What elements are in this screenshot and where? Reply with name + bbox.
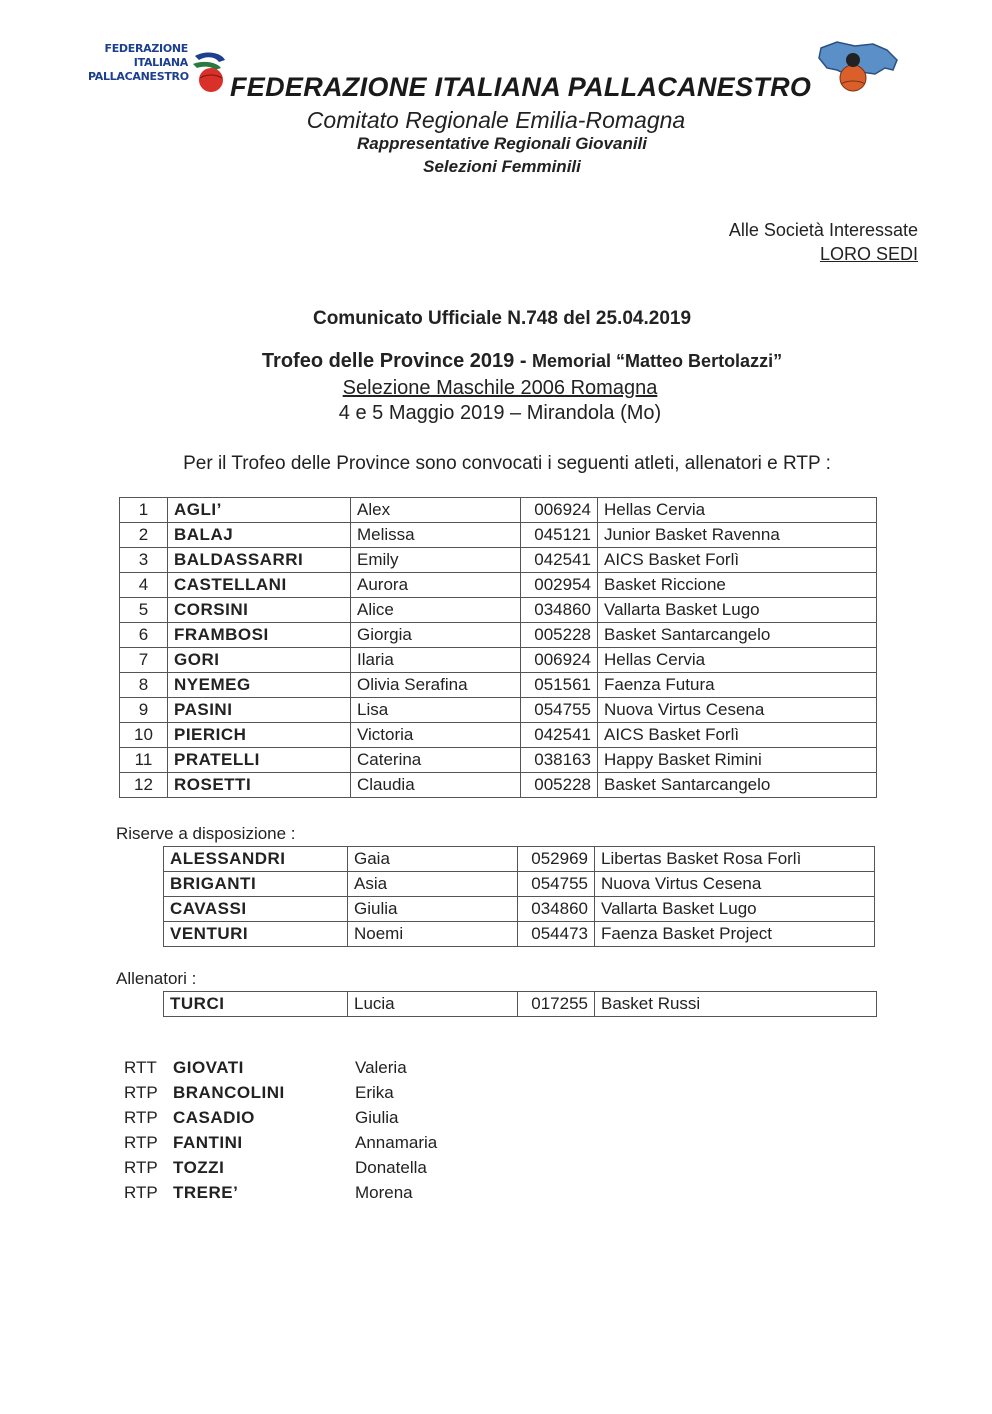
surname-cell: ROSETTI (168, 773, 351, 798)
staff-first-name: Annamaria (355, 1133, 438, 1152)
table-row (164, 847, 875, 872)
member-code-cell: 002954 (521, 573, 598, 598)
club-cell: Faenza Basket Project (595, 922, 875, 947)
first-name-cell: Aurora (351, 573, 521, 598)
intro-text: Per il Trofeo delle Province sono convocati i seguenti atleti, allenatori e RTP : (183, 453, 831, 474)
header-line-representative: Rappresentative Regionali Giovanili (356, 134, 648, 153)
member-code-cell: 054473 (518, 922, 595, 947)
club-cell: Vallarta Basket Lugo (598, 598, 877, 623)
table-row (120, 523, 877, 548)
staff-role: RTP (124, 1108, 158, 1127)
logo-line: ITALIANA (133, 56, 188, 69)
staff-first-name: Valeria (355, 1058, 407, 1077)
staff-surname: BRANCOLINI (173, 1083, 285, 1102)
reserves-label: Riserve a disposizione : (116, 824, 296, 843)
club-cell: Basket Santarcangelo (598, 623, 877, 648)
surname-cell: GORI (168, 648, 351, 673)
club-cell: Vallarta Basket Lugo (595, 897, 875, 922)
staff-surname: GIOVATI (173, 1058, 244, 1077)
row-number: 2 (120, 523, 168, 548)
trofeo-title: Trofeo delle Province 2019 - (261, 350, 533, 372)
member-code-cell: 045121 (521, 523, 598, 548)
row-number: 8 (120, 673, 168, 698)
staff-role: RTP (124, 1083, 158, 1102)
staff-first-name: Donatella (355, 1158, 427, 1177)
club-cell: Nuova Virtus Cesena (595, 872, 875, 897)
first-name-cell: Noemi (348, 922, 518, 947)
table-row (120, 623, 877, 648)
memorial-title: Memorial “Matteo Bertolazzi” (532, 351, 783, 371)
table-row (120, 573, 877, 598)
first-name-cell: Giulia (348, 897, 518, 922)
first-name-cell: Emily (351, 548, 521, 573)
club-cell: Basket Riccione (598, 573, 877, 598)
comunicato-heading: Comunicato Ufficiale N.748 del 25.04.2019 (312, 308, 692, 329)
surname-cell: VENTURI (164, 922, 348, 947)
table-row (120, 498, 877, 523)
surname-cell: BALAJ (168, 523, 351, 548)
first-name-cell: Gaia (348, 847, 518, 872)
surname-cell: CORSINI (168, 598, 351, 623)
surname-cell: FRAMBOSI (168, 623, 351, 648)
table-row (120, 648, 877, 673)
member-code-cell: 054755 (521, 698, 598, 723)
surname-cell: NYEMEG (168, 673, 351, 698)
staff-first-name: Giulia (355, 1108, 399, 1127)
addressee-sedi: LORO SEDI (819, 244, 918, 264)
club-cell: Nuova Virtus Cesena (598, 698, 877, 723)
club-cell: Happy Basket Rimini (598, 748, 877, 773)
club-cell: AICS Basket Forlì (598, 548, 877, 573)
surname-cell: PRATELLI (168, 748, 351, 773)
staff-role: RTP (124, 1158, 158, 1177)
row-number: 7 (120, 648, 168, 673)
row-number: 5 (120, 598, 168, 623)
member-code-cell: 006924 (521, 498, 598, 523)
reserves-table (163, 846, 875, 947)
row-number: 1 (120, 498, 168, 523)
staff-role: RTP (124, 1183, 158, 1202)
table-row (120, 598, 877, 623)
first-name-cell: Asia (348, 872, 518, 897)
member-code-cell: 005228 (521, 773, 598, 798)
row-number: 3 (120, 548, 168, 573)
first-name-cell: Alex (351, 498, 521, 523)
first-name-cell: Olivia Serafina (351, 673, 521, 698)
club-cell: Junior Basket Ravenna (598, 523, 877, 548)
committee-subtitle: Comitato Regionale Emilia-Romagna (306, 107, 686, 133)
staff-surname: TRERE’ (173, 1183, 239, 1202)
row-number: 9 (120, 698, 168, 723)
first-name-cell: Alice (351, 598, 521, 623)
staff-surname: CASADIO (173, 1108, 255, 1127)
staff-role: RTP (124, 1133, 158, 1152)
surname-cell: PIERICH (168, 723, 351, 748)
member-code-cell: 051561 (521, 673, 598, 698)
club-cell: Basket Russi (595, 992, 877, 1017)
club-cell: Faenza Futura (598, 673, 877, 698)
member-code-cell: 042541 (521, 723, 598, 748)
table-row (164, 922, 875, 947)
member-code-cell: 005228 (521, 623, 598, 648)
row-number: 10 (120, 723, 168, 748)
member-code-cell: 038163 (521, 748, 598, 773)
first-name-cell: Victoria (351, 723, 521, 748)
club-cell: Hellas Cervia (598, 648, 877, 673)
club-cell: AICS Basket Forlì (598, 723, 877, 748)
first-name-cell: Ilaria (351, 648, 521, 673)
fip-logo (88, 42, 228, 98)
first-name-cell: Caterina (351, 748, 521, 773)
table-row (120, 773, 877, 798)
table-row (120, 723, 877, 748)
club-cell: Basket Santarcangelo (598, 773, 877, 798)
logo-line: FEDERAZIONE (104, 42, 188, 55)
member-code-cell: 034860 (518, 897, 595, 922)
federation-title: FEDERAZIONE ITALIANA PALLACANESTRO (230, 72, 812, 102)
table-row (120, 548, 877, 573)
staff-role: RTT (124, 1058, 157, 1077)
first-name-cell: Giorgia (351, 623, 521, 648)
table-row (120, 673, 877, 698)
surname-cell: TURCI (164, 992, 348, 1017)
basketball-logo-icon (191, 50, 227, 94)
surname-cell: BALDASSARRI (168, 548, 351, 573)
table-row (164, 897, 875, 922)
addressee-line: Alle Società Interessate (728, 220, 918, 240)
member-code-cell: 054755 (518, 872, 595, 897)
staff-first-name: Morena (355, 1183, 413, 1202)
event-dates: 4 e 5 Maggio 2019 – Mirandola (Mo) (338, 402, 662, 424)
row-number: 11 (120, 748, 168, 773)
first-name-cell: Lucia (348, 992, 518, 1017)
players-table (119, 497, 877, 798)
first-name-cell: Melissa (351, 523, 521, 548)
member-code-cell: 052969 (518, 847, 595, 872)
coaches-table (163, 991, 877, 1017)
member-code-cell: 042541 (521, 548, 598, 573)
surname-cell: PASINI (168, 698, 351, 723)
surname-cell: BRIGANTI (164, 872, 348, 897)
member-code-cell: 017255 (518, 992, 595, 1017)
logo-line: PALLACANESTRO (88, 70, 189, 83)
first-name-cell: Claudia (351, 773, 521, 798)
row-number: 12 (120, 773, 168, 798)
table-row (120, 698, 877, 723)
row-number: 6 (120, 623, 168, 648)
club-cell: Hellas Cervia (598, 498, 877, 523)
staff-first-name: Erika (355, 1083, 394, 1102)
header-line-selection: Selezioni Femminili (423, 157, 581, 176)
surname-cell: AGLI’ (168, 498, 351, 523)
table-row (164, 992, 877, 1017)
member-code-cell: 006924 (521, 648, 598, 673)
fip-logo-text (88, 42, 188, 84)
surname-cell: CAVASSI (164, 897, 348, 922)
coaches-label: Allenatori : (116, 969, 197, 988)
staff-surname: TOZZI (173, 1158, 225, 1177)
table-row (120, 748, 877, 773)
staff-surname: FANTINI (173, 1133, 243, 1152)
emilia-romagna-emblem-icon (815, 38, 905, 98)
surname-cell: ALESSANDRI (164, 847, 348, 872)
first-name-cell: Lisa (351, 698, 521, 723)
surname-cell: CASTELLANI (168, 573, 351, 598)
selection-title: Selezione Maschile 2006 Romagna (342, 377, 658, 399)
trofeo-heading (0, 350, 992, 373)
row-number: 4 (120, 573, 168, 598)
member-code-cell: 034860 (521, 598, 598, 623)
club-cell: Libertas Basket Rosa Forlì (595, 847, 875, 872)
table-row (164, 872, 875, 897)
